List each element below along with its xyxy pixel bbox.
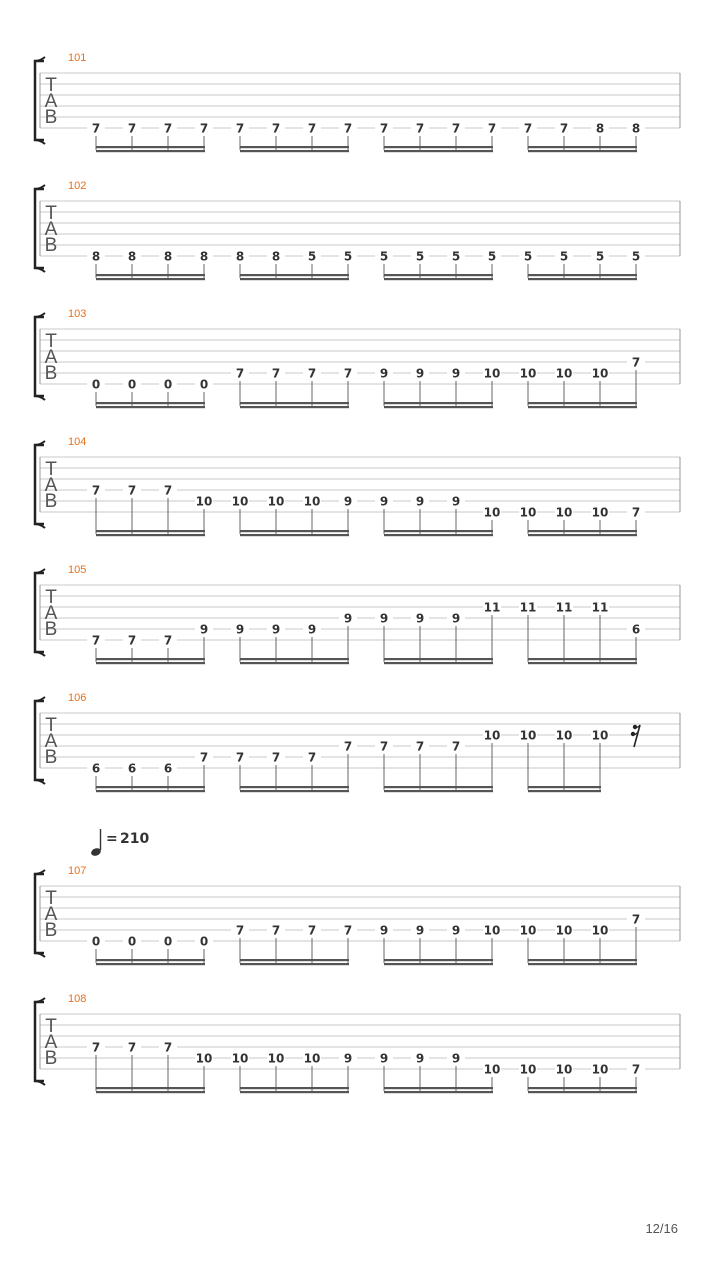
fret-number: 8 [235,249,245,264]
beam [384,658,493,660]
fret-number: 7 [271,923,281,938]
fret-number: 7 [127,121,137,136]
fret-number: 10 [483,923,501,938]
fret-number: 7 [307,121,317,136]
beam [528,658,637,660]
fret-number: 9 [379,923,389,938]
beam [240,274,349,276]
fret-number: 11 [519,600,537,615]
tab-system [35,865,680,965]
beam [528,402,637,404]
fret-number: 7 [343,121,353,136]
fret-number: 10 [267,1051,285,1066]
fret-number: 10 [555,505,573,520]
tempo-marking [90,829,149,857]
fret-number: 9 [379,366,389,381]
fret-number: 7 [163,483,173,498]
beam [96,406,205,408]
beam [96,530,205,532]
measure-number: 103 [68,308,87,320]
fret-number: 7 [343,739,353,754]
fret-number: 7 [91,1040,101,1055]
fret-number: 10 [195,494,213,509]
beam [528,662,637,664]
beam [240,146,349,148]
fret-number: 9 [343,494,353,509]
tab-clef-letter: A [44,603,58,624]
beam [240,959,349,961]
fret-number: 0 [91,934,101,949]
tab-clef-letter: A [44,91,58,112]
fret-number: 7 [631,355,641,370]
beam [528,278,637,280]
beam [96,662,205,664]
tab-clef-letter: T [45,331,57,352]
beam [96,963,205,965]
fret-number: 0 [127,377,137,392]
beam [384,1087,493,1089]
beam [96,150,205,152]
measure-number: 108 [68,993,87,1005]
fret-number: 10 [555,1062,573,1077]
fret-number: 7 [451,739,461,754]
fret-number: 9 [199,622,209,637]
fret-number: 10 [483,728,501,743]
fret-number: 7 [91,633,101,648]
beam [96,146,205,148]
tab-system [35,308,680,408]
fret-number: 10 [231,1051,249,1066]
tab-clef-letter: B [44,747,58,768]
beam [528,790,601,792]
beam [240,1087,349,1089]
fret-number: 7 [523,121,533,136]
tab-system [35,52,680,152]
beam [240,530,349,532]
tab-clef-letter: T [45,715,57,736]
fret-number: 9 [415,1051,425,1066]
tab-clef-letter: T [45,587,57,608]
fret-number: 9 [415,366,425,381]
beam [240,402,349,404]
page-number: 12/16 [645,1221,678,1236]
fret-number: 6 [91,761,101,776]
fret-number: 10 [519,366,537,381]
fret-number: 9 [415,923,425,938]
fret-number: 10 [555,728,573,743]
beam [384,963,493,965]
fret-number: 7 [379,121,389,136]
fret-number: 10 [519,728,537,743]
beam [528,963,637,965]
fret-number: 10 [483,1062,501,1077]
beam [240,1091,349,1093]
fret-number: 7 [631,912,641,927]
fret-number: 10 [591,366,609,381]
fret-number: 7 [91,121,101,136]
beam [240,278,349,280]
beam [96,786,205,788]
fret-number: 5 [451,249,461,264]
tab-system [35,993,680,1093]
fret-number: 7 [343,366,353,381]
beam [528,959,637,961]
beam [384,530,493,532]
beam [96,402,205,404]
fret-number: 9 [379,1051,389,1066]
beam [528,150,637,152]
fret-number: 7 [235,121,245,136]
fret-number: 7 [199,750,209,765]
measure-number: 102 [68,180,87,192]
fret-number: 7 [163,1040,173,1055]
measure-number: 105 [68,564,87,576]
fret-number: 7 [631,1062,641,1077]
tab-clef-letter: B [44,1048,58,1069]
beam [384,274,493,276]
beam [96,959,205,961]
fret-number: 5 [307,249,317,264]
fret-number: 9 [451,366,461,381]
fret-number: 8 [631,121,641,136]
beam [384,1091,493,1093]
fret-number: 8 [271,249,281,264]
fret-number: 7 [343,923,353,938]
beam [384,278,493,280]
beam [384,959,493,961]
fret-number: 10 [267,494,285,509]
fret-number: 7 [91,483,101,498]
fret-number: 7 [199,121,209,136]
tempo-equals: = [106,831,118,847]
fret-number: 9 [307,622,317,637]
beam [240,963,349,965]
fret-number: 0 [163,377,173,392]
fret-number: 10 [555,923,573,938]
fret-number: 10 [591,923,609,938]
fret-number: 11 [555,600,573,615]
fret-number: 9 [235,622,245,637]
fret-number: 7 [163,633,173,648]
beam [384,406,493,408]
fret-number: 11 [591,600,609,615]
fret-number: 9 [343,611,353,626]
fret-number: 9 [379,494,389,509]
fret-number: 6 [631,622,641,637]
beam [384,662,493,664]
fret-number: 0 [127,934,137,949]
beam [240,790,349,792]
measure-number: 107 [68,865,87,877]
beam [528,534,637,536]
fret-number: 7 [235,750,245,765]
fret-number: 9 [379,611,389,626]
fret-number: 5 [523,249,533,264]
tab-clef-letter: A [44,475,58,496]
fret-number: 7 [307,923,317,938]
beam [384,786,493,788]
fret-number: 9 [343,1051,353,1066]
tab-clef-letter: A [44,1032,58,1053]
fret-number: 7 [415,121,425,136]
measure-number: 104 [68,436,87,448]
beam [384,790,493,792]
tab-clef-letter: B [44,107,58,128]
tab-clef-letter: A [44,731,58,752]
fret-number: 7 [235,366,245,381]
fret-number: 7 [235,923,245,938]
fret-number: 10 [591,1062,609,1077]
tab-system [35,436,680,536]
fret-number: 10 [519,1062,537,1077]
tab-clef-letter: T [45,75,57,96]
fret-number: 9 [415,611,425,626]
tab-clef-letter: T [45,1016,57,1037]
fret-number: 10 [555,366,573,381]
tab-clef-letter: B [44,235,58,256]
beam [384,402,493,404]
fret-number: 6 [163,761,173,776]
tab-system [35,180,680,280]
fret-number: 7 [379,739,389,754]
fret-number: 9 [451,611,461,626]
fret-number: 11 [483,600,501,615]
tab-clef-letter: A [44,219,58,240]
fret-number: 5 [343,249,353,264]
fret-number: 10 [303,494,321,509]
fret-number: 9 [451,923,461,938]
fret-number: 0 [199,377,209,392]
fret-number: 7 [271,750,281,765]
beam [240,150,349,152]
fret-number: 7 [271,121,281,136]
fret-number: 7 [127,633,137,648]
measure-number: 101 [68,52,87,64]
fret-number: 7 [307,366,317,381]
beam [528,1091,637,1093]
fret-number: 5 [631,249,641,264]
beam [240,786,349,788]
fret-number: 5 [559,249,569,264]
tab-clef-letter: T [45,459,57,480]
fret-number: 7 [415,739,425,754]
fret-number: 7 [307,750,317,765]
fret-number: 10 [303,1051,321,1066]
beam [384,534,493,536]
fret-number: 8 [127,249,137,264]
tab-clef-letter: A [44,904,58,925]
fret-number: 5 [379,249,389,264]
fret-number: 7 [127,1040,137,1055]
beam [240,534,349,536]
beam [240,406,349,408]
tab-clef-letter: T [45,203,57,224]
beam [528,1087,637,1089]
fret-number: 8 [199,249,209,264]
beam [96,1091,205,1093]
fret-number: 9 [451,1051,461,1066]
tab-clef-letter: T [45,888,57,909]
fret-number: 6 [127,761,137,776]
fret-number: 5 [487,249,497,264]
beam [528,146,637,148]
fret-number: 5 [595,249,605,264]
beam [528,530,637,532]
beam [96,534,205,536]
tab-clef-letter: A [44,347,58,368]
beam [240,658,349,660]
fret-number: 9 [451,494,461,509]
beam [96,274,205,276]
fret-number: 10 [231,494,249,509]
fret-number: 7 [163,121,173,136]
beam [96,278,205,280]
fret-number: 0 [91,377,101,392]
fret-number: 8 [163,249,173,264]
fret-number: 10 [519,505,537,520]
beam [96,658,205,660]
beam [240,662,349,664]
tab-system [35,564,680,664]
fret-number: 7 [559,121,569,136]
tempo-value: 210 [120,831,150,847]
beam [528,274,637,276]
fret-number: 7 [271,366,281,381]
fret-number: 7 [451,121,461,136]
fret-number: 10 [195,1051,213,1066]
fret-number: 9 [271,622,281,637]
fret-number: 7 [127,483,137,498]
tab-clef-letter: B [44,920,58,941]
beam [384,146,493,148]
beam [528,786,601,788]
fret-number: 0 [163,934,173,949]
fret-number: 7 [631,505,641,520]
fret-number: 10 [483,366,501,381]
fret-number: 7 [487,121,497,136]
beam [96,790,205,792]
beam [96,1087,205,1089]
tab-clef-letter: B [44,619,58,640]
fret-number: 10 [591,505,609,520]
fret-number: 8 [595,121,605,136]
fret-number: 10 [591,728,609,743]
fret-number: 5 [415,249,425,264]
fret-number: 9 [415,494,425,509]
beam [528,406,637,408]
tab-clef-letter: B [44,491,58,512]
fret-number: 0 [199,934,209,949]
tab-clef-letter: B [44,363,58,384]
tab-system [35,692,680,792]
fret-number: 10 [483,505,501,520]
measure-number: 106 [68,692,87,704]
fret-number: 10 [519,923,537,938]
beam [384,150,493,152]
fret-number: 8 [91,249,101,264]
